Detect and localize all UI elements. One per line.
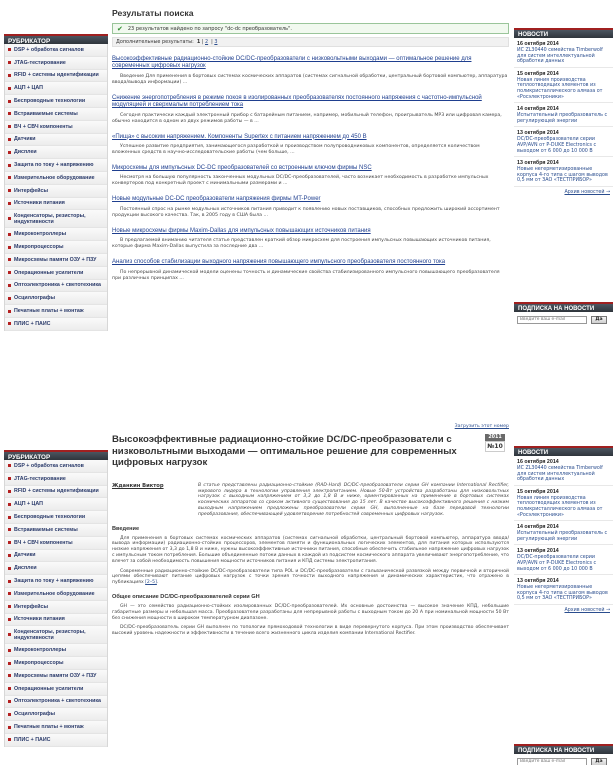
news-archive-link[interactable]: Архив новостей → — [564, 607, 610, 613]
bullet-icon — [8, 258, 11, 261]
subscribe-button[interactable]: Да — [591, 758, 607, 765]
rubric-item-label: АЦП + ЦАП — [14, 501, 43, 508]
bullet-icon — [8, 464, 11, 467]
subscribe-box — [514, 744, 613, 765]
rubric-item[interactable] — [5, 473, 107, 486]
rubric-item-label: Микропроцессоры — [14, 244, 64, 251]
subscribe-title: ПОДПИСКА НА НОВОСТИ — [514, 744, 613, 754]
news-link[interactable]: DC/DC-преобразователи серии AVP/AVN от P-DUKE Electronics с выходом от 6 000 до 10 000 В — [517, 137, 597, 154]
section-title: Общее описание DC/DC-преобразователей серии GH — [112, 593, 260, 600]
rubric-item-label: Источники питания — [14, 616, 65, 623]
rubric-item[interactable] — [5, 562, 107, 575]
news-date: 15 октября 2014 — [517, 70, 559, 77]
bullet-icon — [8, 125, 11, 128]
rubric-item[interactable] — [5, 82, 107, 95]
rubric-item-label: JTAG-тестирование — [14, 59, 66, 66]
rubric-item-label: Защита по току + напряжению — [14, 162, 94, 169]
result-item — [112, 228, 509, 250]
issue-number: №10 — [485, 441, 505, 452]
search-main — [112, 0, 509, 282]
news-list — [514, 38, 613, 187]
result-title-link[interactable]: Высокоэффективные радиационно-стойкие DC/DC-преобразователи с низковольтными выходами — оптимальное решение для современных цифровых нагрузок — [112, 56, 472, 70]
article-title: Высокоэффективные радиационно-стойкие DC/DC-преобразователи с низковольтными выходами — оптимальное решение для современных цифровых нагрузок — [112, 434, 457, 469]
rubric-item-label: Интерфейсы — [14, 603, 49, 610]
news-link[interactable]: ИС ZL30440 семейства Timberwolf для систем интеллектуальной обработки данных — [517, 466, 603, 483]
news-item — [514, 575, 613, 605]
rubric-item[interactable] — [5, 460, 107, 473]
download-issue-link[interactable]: Загрузить этот номер — [454, 424, 509, 429]
news-list — [514, 456, 613, 605]
rubricator-sidebar — [4, 450, 108, 747]
rubric-item[interactable] — [5, 210, 107, 228]
rubric-item[interactable] — [5, 601, 107, 614]
rubric-item[interactable] — [5, 537, 107, 550]
check-icon: ✔ — [117, 24, 123, 33]
notice-text: 23 результатов найдено по запросу "dc-dc преобразователь". — [127, 25, 292, 32]
rubric-item-label: DSP + обработка сигналов — [14, 46, 84, 53]
bullet-icon — [8, 633, 11, 636]
rubric-item-label: Операционные усилители — [14, 269, 84, 276]
result-snippet: Постоянный спрос на рынке модульных источников питания приводит к появлению новых поставщиков, способных предложить широкий ассортимент продукции высокого качества. Так, в 2005 году в США была ... — [112, 206, 500, 218]
rubric-item[interactable] — [5, 734, 107, 747]
page-link[interactable]: 3 — [214, 39, 218, 45]
rubricator-list — [4, 44, 108, 331]
bullet-icon — [8, 503, 11, 506]
bullet-icon — [8, 726, 11, 729]
bullet-icon — [8, 87, 11, 90]
rubric-item-label: Конденсаторы, резисторы, индуктивности — [14, 628, 86, 641]
news-date: 14 октября 2014 — [517, 524, 559, 531]
bullet-icon — [8, 477, 11, 480]
bullet-icon — [8, 592, 11, 595]
rubricator-list — [4, 460, 108, 747]
news-archive-link[interactable]: Архив новостей → — [564, 189, 610, 195]
rubric-item-label: Осциллографы — [14, 295, 56, 302]
rubric-item-label: ВЧ + СВЧ компоненты — [14, 539, 73, 546]
rubric-item[interactable] — [5, 198, 107, 211]
result-item — [112, 196, 509, 218]
rubric-item[interactable] — [5, 305, 107, 318]
rubric-item-label: ПЛИС + ПАИС — [14, 736, 51, 743]
rubric-item[interactable] — [5, 626, 107, 644]
bullet-icon — [8, 516, 11, 519]
rubric-item[interactable] — [5, 134, 107, 147]
rubric-item[interactable] — [5, 683, 107, 696]
rubric-item-label: Измерительное оборудование — [14, 590, 95, 597]
news-item — [514, 38, 613, 68]
news-item — [514, 521, 613, 545]
page-title: Результаты поиска — [112, 8, 194, 18]
rubric-item-label: Дисплеи — [14, 149, 37, 156]
rubric-item[interactable] — [5, 172, 107, 185]
paragraph: Для применения в бортовых системах космических аппаратов (системах сигнальной обработки, центральный бортовой компьютер, аппаратура ввода/вывода информации) радиационно-стойких процессоров, элементов памяти и функциональных логических элементов, для питания которых используются низкие напряжения от 3,3 до 1,8 В и ниже, нужны высокоэффективные источники питания, способные обеспечить стабильное напряжение цифровых нагрузок с импульсным током потребления. Большие объединенные потоки данных в каждой из подсистем космического аппарата увеличивают энергопотребление, что влечет за собой необходимость повышения мощности источников питания и КПД системы электропитания. — [112, 535, 509, 564]
rubric-item-label: Оптоэлектроника + светотехника — [14, 282, 101, 289]
rubric-item[interactable] — [5, 696, 107, 709]
rubric-item-label: RFID + системы идентификации — [14, 488, 99, 495]
rubric-item-label: Измерительное оборудование — [14, 174, 95, 181]
rubric-item[interactable] — [5, 44, 107, 57]
bullet-icon — [8, 700, 11, 703]
bullet-icon — [8, 202, 11, 205]
rubric-item[interactable] — [5, 588, 107, 601]
news-link[interactable]: ИС ZL30440 семейства Timberwolf для систем интеллектуальной обработки данных — [517, 48, 603, 65]
rubric-item-label: ПЛИС + ПАИС — [14, 320, 51, 327]
news-item — [514, 456, 613, 486]
paragraph: DC/DC-преобразователь серии GH выполнен по топологии прямоходовой технологии в виде перевернутого корпуса. При этом производство обеспечивает высокий уровень надежности и эффективности в течение всего жизненного цикла изделия компании International Rectifier. — [112, 625, 509, 637]
news-link[interactable]: Испытательный преобразователь с регулирующей энергии — [517, 531, 608, 542]
news-link[interactable]: Новые негерметизированные корпуса 4-го типа с шагом выводов 0,5 мм от ЗАО «ТЕСТПРИБОР» — [517, 167, 608, 184]
result-item — [112, 134, 509, 156]
bullet-icon — [8, 151, 11, 154]
paragraph: GH — это семейство радиационно-стойких изолированных DC/DC-преобразователей. Их основные достоинства — высокое значение КПД, небольшие габаритные размеры и небольшая масса. Преобразователи разработаны для непрерывной работы с выходным током до 20 А при номинальной мощности 50 Вт без снижения мощности в широком температурном диапазоне. — [112, 603, 509, 621]
rubric-item[interactable] — [5, 280, 107, 293]
news-link[interactable]: Новая линия производства теплоотводящих элементов из поликристаллического алмаза от «Росэлектроники» — [517, 495, 603, 518]
rubric-item[interactable] — [5, 721, 107, 734]
bullet-icon — [8, 164, 11, 167]
rubric-item-label: Микросхемы памяти ОЗУ + ПЗУ — [14, 256, 97, 263]
rubric-item-label: АЦП + ЦАП — [14, 85, 43, 92]
bullet-icon — [8, 649, 11, 652]
news-sidebar — [514, 28, 613, 328]
rubric-item[interactable] — [5, 146, 107, 159]
rubric-item[interactable] — [5, 267, 107, 280]
result-snippet: Введение Для применения в бортовых системах космических аппаратов (системах сигнальной обработки, центральный бортовой компьютер, аппаратура ввода/вывода информации) ... — [112, 73, 508, 85]
subscribe-email-input[interactable] — [517, 758, 587, 765]
rubric-item-label: Интерфейсы — [14, 187, 49, 194]
rubricator-title: РУБРИКАТОР — [4, 450, 108, 460]
news-date: 13 октября 2014 — [517, 578, 559, 585]
result-item — [112, 259, 509, 281]
news-link[interactable]: DC/DC-преобразователи серии AVP/AVN от P-DUKE Electronics с выходом от 6 000 до 10 000 В — [517, 555, 597, 572]
bullet-icon — [8, 567, 11, 570]
result-title-link[interactable]: Новые микросхемы фирмы Maxim-Dallas для импульсных повышающих источников питания — [112, 227, 371, 234]
bullet-icon — [8, 618, 11, 621]
bullet-icon — [8, 580, 11, 583]
bullet-icon — [8, 605, 11, 608]
rubricator-sidebar — [4, 34, 108, 331]
rubric-item-label: Микропроцессоры — [14, 660, 64, 667]
screen-separator — [0, 380, 613, 420]
news-item — [514, 127, 613, 157]
news-date: 16 октября 2014 — [517, 41, 559, 47]
rubric-item-label: Печатные платы + монтаж — [14, 308, 84, 315]
bullet-icon — [8, 271, 11, 274]
result-title-link[interactable]: Новые модульные DC-DC преобразователи напряжения фирмы MT-Power — [112, 196, 321, 203]
paragraph-text: Современные радиационно-стойкие DC/DC-преобразователи типа POL и DC/DC-преобразователи с гальванической развязкой между первичной и вторичной цепями обеспечивают питание цифровых нагрузок с точки зрения точности выходного напряжения и динамических характеристик, что отражено в публикациях — [112, 568, 509, 586]
bullet-icon — [8, 674, 11, 677]
bullet-icon — [8, 217, 11, 220]
rubric-item[interactable] — [5, 486, 107, 499]
rubric-item-label: JTAG-тестирование — [14, 475, 66, 482]
subscribe-email-input[interactable] — [517, 316, 587, 324]
search-notice — [112, 23, 509, 34]
bullet-icon — [8, 687, 11, 690]
subscribe-box — [514, 302, 613, 328]
bullet-icon — [8, 297, 11, 300]
rubric-item-label: DSP + обработка сигналов — [14, 462, 84, 469]
rubric-item-label: Печатные платы + монтаж — [14, 724, 84, 731]
rubric-item[interactable] — [5, 708, 107, 721]
result-snippet: По непрерывной динамической модели оценены точность и динамические свойства стабилизированного импульсного повышающего преобразователя при различных принципах ... — [112, 269, 500, 281]
issue-badge — [485, 434, 505, 452]
result-title-link[interactable]: Микросхемы для импульсных DC-DC преобразователей со встроенным ключом фирмы NSC — [112, 165, 372, 172]
result-snippet: Успешное развитие предприятия, занимающегося разработкой и производством полупроводниковых компонентов, определяется количеством вложенных средств в научно-исследовательские работы (чем больше, ... — [112, 144, 480, 156]
article-screen — [0, 420, 613, 765]
paragraph: Современные радиационно-стойкие DC/DC-преобразователи типа POL и DC/DC-преобразователи с гальванической развязкой между первичной и вторичной цепями обеспечивают питание цифровых нагрузок с точки зрения точности выходного напряжения и динамических характеристик, что отражено в публикациях [2–5]. — [112, 568, 509, 586]
rubric-item[interactable] — [5, 241, 107, 254]
news-sidebar — [514, 446, 613, 765]
rubric-item-label: Оптоэлектроника + светотехника — [14, 698, 101, 705]
result-snippet: Несмотря на большую популярность законченных модульных DC/DC-преобразователей, часто возникает необходимость в разработке импульсных конвертеров под конкретный проект с минимальными размерами и ... — [112, 175, 489, 187]
rubric-item-label: Беспроводные технологии — [14, 514, 86, 521]
issue-year: 2011 — [485, 434, 505, 441]
subscribe-button[interactable]: Да — [591, 316, 607, 324]
bullet-icon — [8, 713, 11, 716]
bullet-icon — [8, 662, 11, 665]
news-item — [514, 486, 613, 521]
article-author[interactable]: Жданкин Виктор — [112, 482, 164, 489]
news-date: 15 октября 2014 — [517, 488, 559, 495]
section-title: Введение — [112, 525, 140, 532]
bullet-icon — [8, 233, 11, 236]
rubric-item[interactable] — [5, 550, 107, 563]
rubric-item[interactable] — [5, 70, 107, 83]
rubric-item-label: Конденсаторы, резисторы, индуктивности — [14, 212, 86, 225]
bullet-icon — [8, 528, 11, 531]
rubric-item[interactable] — [5, 57, 107, 70]
bullet-icon — [8, 138, 11, 141]
rubric-item[interactable] — [5, 318, 107, 331]
subscribe-title: ПОДПИСКА НА НОВОСТИ — [514, 302, 613, 312]
rubric-item[interactable] — [5, 657, 107, 670]
news-link[interactable]: Новые негерметизированные корпуса 4-го типа с шагом выводов 0,5 мм от ЗАО «ТЕСТПРИБОР» — [517, 585, 608, 602]
result-title-link[interactable]: «Пища» с высоким напряжением. Компоненты Supertex с питанием напряжением до 450 В — [112, 133, 367, 140]
rubric-item-label: Беспроводные технологии — [14, 98, 86, 105]
article-abstract: В статье представлены радиационно-стойкие (RAD-Hard) DC/DC-преобразователи серии GH компании International Rectifier, мирового лидера в технологии управления электропитанием. Новые 50-Вт устройства разработаны для низковольтных нагрузок с выходным напряжением от 3,3 до 1,8 В и ниже, ориентированных на применение в бортовых системах космических аппаратов со сроком активного существования до 15 лет. В качестве высокоэффективного решения с низким выходным напряжением предложены преобразователи серии GH, выполненные на базе передовой технологии преобразования, обеспечивающей удовлетворение потребностей современных цифровых нагрузок. — [198, 482, 509, 517]
bullet-icon — [8, 284, 11, 287]
rubric-item[interactable] — [5, 228, 107, 241]
rubric-item-label: Микроконтроллеры — [14, 647, 67, 654]
rubric-item-label: Встраиваемые системы — [14, 110, 78, 117]
bullet-icon — [8, 554, 11, 557]
bullet-icon — [8, 74, 11, 77]
rubric-item-label: Датчики — [14, 136, 36, 143]
page-link[interactable]: 2 — [205, 39, 209, 45]
bullet-icon — [8, 48, 11, 51]
reference-link[interactable]: [2–5] — [145, 580, 157, 586]
result-snippet: Сегодня практически каждый электронный прибор с батарейным питанием, например, мобильный телефон, проигрыватель MP3 или цифровая камера, обычно находится в одном из двух режимов работы — в ... — [112, 112, 502, 124]
news-date: 13 октября 2014 — [517, 130, 559, 137]
bullet-icon — [8, 61, 11, 64]
rubric-item[interactable] — [5, 498, 107, 511]
rubric-item[interactable] — [5, 95, 107, 108]
article-main — [112, 420, 509, 637]
news-link[interactable]: Испытательный преобразователь с регулирующей энергии — [517, 113, 608, 124]
rubric-item[interactable] — [5, 614, 107, 627]
result-snippet: В предлагаемой вниманию читателя статье представлен краткий обзор микросхем для построения импульсных повышающих источников питания, которые фирма Maxim-Dallas выпустила за последние два ... — [112, 238, 491, 250]
bullet-icon — [8, 100, 11, 103]
news-date: 13 октября 2014 — [517, 548, 559, 555]
news-date: 16 октября 2014 — [517, 459, 559, 465]
rubric-item-label: ВЧ + СВЧ компоненты — [14, 123, 73, 130]
rubric-item-label: Датчики — [14, 552, 36, 559]
bullet-icon — [8, 176, 11, 179]
rubric-item-label: Микросхемы памяти ОЗУ + ПЗУ — [14, 672, 97, 679]
rubric-item-label: Микроконтроллеры — [14, 231, 67, 238]
rubricator-title: РУБРИКАТОР — [4, 34, 108, 44]
page-link-current[interactable]: 1 — [196, 39, 201, 45]
news-date: 13 октября 2014 — [517, 160, 559, 167]
bullet-icon — [8, 738, 11, 741]
rubric-item[interactable] — [5, 121, 107, 134]
search-results-screen — [0, 0, 613, 380]
news-item — [514, 103, 613, 127]
rubric-item[interactable] — [5, 254, 107, 267]
news-item — [514, 157, 613, 187]
bullet-icon — [8, 490, 11, 493]
rubric-item-label: Операционные усилители — [14, 685, 84, 692]
pagination-label: Дополнительные результаты: — [116, 39, 194, 45]
news-item — [514, 68, 613, 103]
bullet-icon — [8, 189, 11, 192]
rubric-item[interactable] — [5, 292, 107, 305]
rubric-item[interactable] — [5, 159, 107, 172]
rubric-item[interactable] — [5, 511, 107, 524]
rubric-item-label: RFID + системы идентификации — [14, 72, 99, 79]
result-item — [112, 165, 509, 187]
bullet-icon — [8, 112, 11, 115]
rubric-item[interactable] — [5, 524, 107, 537]
news-item — [514, 545, 613, 575]
bullet-icon — [8, 322, 11, 325]
rubric-item-label: Защита по току + напряжению — [14, 578, 94, 585]
news-title: НОВОСТИ — [514, 446, 613, 456]
rubric-item-label: Источники питания — [14, 200, 65, 207]
bullet-icon — [8, 246, 11, 249]
rubric-item-label: Дисплеи — [14, 565, 37, 572]
rubric-item-label: Осциллографы — [14, 711, 56, 718]
result-item — [112, 56, 509, 86]
rubric-item[interactable] — [5, 108, 107, 121]
pagination: Дополнительные результаты: 1 | 2 | 3 — [112, 37, 509, 47]
rubric-item[interactable] — [5, 575, 107, 588]
rubric-item-label: Встраиваемые системы — [14, 526, 78, 533]
rubric-item[interactable] — [5, 644, 107, 657]
result-item — [112, 95, 509, 125]
result-title-link[interactable]: Снижение энергопотребления в режиме покоя в изолированных преобразователях постоянного напряжения с частотно-импульсной модуляцией и сверхмалым потреблением тока — [112, 94, 482, 109]
result-title-link[interactable]: Анализ способов стабилизации выходного напряжения повышающего импульсного преобразователя постоянного тока — [112, 259, 446, 266]
news-title: НОВОСТИ — [514, 28, 613, 38]
news-date: 14 октября 2014 — [517, 106, 559, 113]
bullet-icon — [8, 310, 11, 313]
bullet-icon — [8, 541, 11, 544]
rubric-item[interactable] — [5, 670, 107, 683]
news-link[interactable]: Новая линия производства теплоотводящих элементов из поликристаллического алмаза от «Росэлектроники» — [517, 77, 603, 100]
rubric-item[interactable] — [5, 185, 107, 198]
results-list — [112, 56, 509, 282]
